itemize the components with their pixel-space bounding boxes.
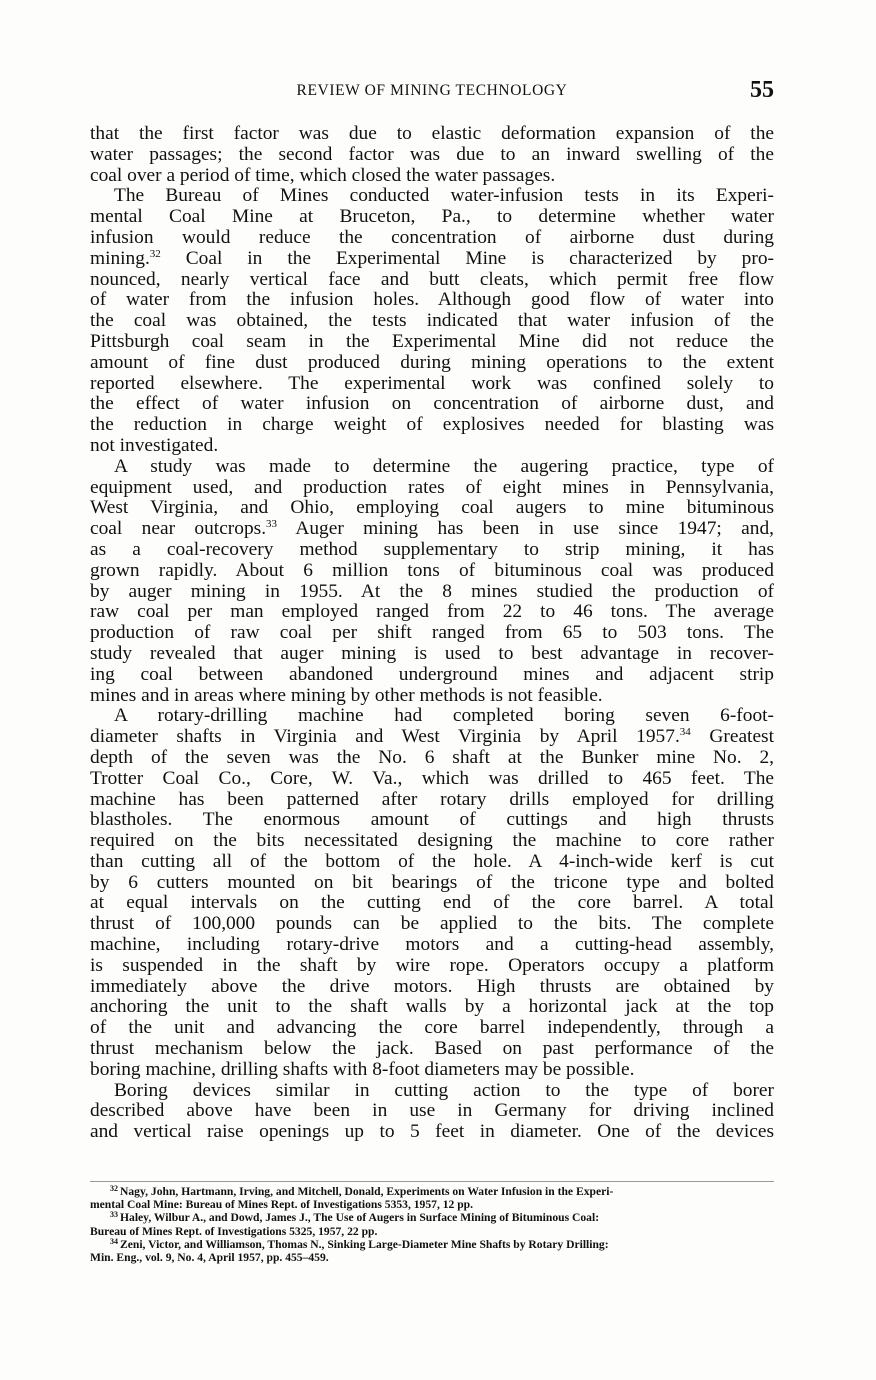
text-line: not investigated. (90, 434, 219, 456)
text-line: equipment used, and production rates of eight mines in Pennsylvania, (90, 476, 774, 498)
text-line: as a coal-recovery method supplementary to strip mining, it has (90, 538, 774, 560)
footnote-line: Min. Eng., vol. 9, No. 4, April 1957, pp. 455–459. (90, 1251, 329, 1265)
text-line: the reduction in charge weight of explosives needed for blasting was (90, 414, 774, 436)
footnote-line: Bureau of Mines Rept. of Investigations 5325, 1957, 22 pp. (90, 1224, 378, 1238)
text-line: reported elsewhere. The experimental work was confined solely to (90, 372, 774, 394)
footnote-mark: 34 (110, 1236, 118, 1246)
text-line: study revealed that auger mining is used to best advantage in recover- (90, 642, 774, 664)
text-line: depth of the seven was the No. 6 shaft at the Bunker mine No. 2, (90, 746, 774, 768)
page-number: 55 (750, 77, 774, 103)
text-line: The Bureau of Mines conducted water-infusion tests in its Experi- (114, 185, 774, 207)
text-line: infusion would reduce the concentration of airborne dust during (90, 226, 774, 248)
text-line: by auger mining in 1955. At the 8 mines studied the production of (90, 580, 774, 602)
text-line-with-footnote (90, 249, 774, 270)
text-line-with-footnote (90, 519, 774, 540)
text-line: water passages; the second factor was due to an inward swelling of the (90, 143, 774, 165)
text-line: A rotary-drilling machine had completed boring seven 6-foot- (114, 705, 774, 727)
footnote (90, 1238, 774, 1264)
footnote-ref: 32 (149, 247, 161, 260)
footnote-line (90, 1238, 774, 1251)
text-line: Trotter Coal Co., Core, W. Va., which was drilled to 465 feet. The (90, 767, 774, 789)
text-line: raw coal per man employed ranged from 22 to 46 tons. The average (90, 601, 774, 623)
text-line: ing coal between abandoned underground mines and adjacent strip (90, 663, 774, 685)
text-line: nounced, nearly vertical face and butt cleats, which permit free flow (90, 268, 774, 290)
text-line: of the unit and advancing the core barrel independently, through a (90, 1017, 774, 1039)
text-line: immediately above the drive motors. High thrusts are obtained by (90, 975, 774, 997)
text-line: amount of fine dust produced during mining operations to the extent (90, 351, 774, 373)
running-title: REVIEW OF MINING TECHNOLOGY (296, 82, 568, 99)
text-line: A study was made to determine the augering practice, type of (114, 455, 774, 477)
text-fragment: Greatest (690, 726, 774, 748)
footnote (90, 1185, 774, 1211)
text-fragment: mining. (90, 247, 150, 269)
text-line: than cutting all of the bottom of the hole. A 4-inch-wide kerf is cut (90, 850, 774, 872)
text-line: Pittsburgh coal seam in the Experimental Mine did not reduce the (90, 330, 774, 352)
paragraph (90, 186, 774, 456)
footnote-line (90, 1211, 774, 1224)
footnote-text: Haley, Wilbur A., and Dowd, James J., The Use of Augers in Surface Mining of Bituminous Coal: (120, 1211, 600, 1225)
text-fragment: coal near outcrops. (90, 518, 267, 540)
footnote-mark: 32 (110, 1184, 118, 1193)
text-line: grown rapidly. About 6 million tons of bituminous coal was produced (90, 559, 774, 581)
text-line: thrust of 100,000 pounds can be applied to the bits. The complete (90, 913, 774, 935)
text-line: mental Coal Mine at Bruceton, Pa., to determine whether water (90, 206, 774, 228)
text-line: the effect of water infusion on concentration of airborne dust, and (90, 393, 774, 415)
footnote-mark: 33 (110, 1210, 118, 1220)
footnote (90, 1211, 774, 1237)
footnote-ref: 33 (266, 518, 278, 531)
text-line: machine has been patterned after rotary drills employed for drilling (90, 788, 774, 810)
text-fragment: diameter shafts in Virginia and West Virginia by April 1957. (90, 726, 680, 748)
text-line: mines and in areas where mining by other methods is not feasible. (90, 684, 603, 706)
text-line: described above have been in use in Germany for driving inclined (90, 1100, 774, 1122)
footnotes (90, 1181, 774, 1264)
text-line-with-footnote (90, 727, 774, 748)
footnote-line (90, 1185, 774, 1198)
paragraph (90, 457, 774, 707)
text-line: Boring devices similar in cutting action to the type of borer (114, 1079, 774, 1101)
text-line: production of raw coal per shift ranged from 65 to 503 tons. The (90, 622, 774, 644)
footnote-text: Zeni, Victor, and Williamson, Thomas N., Sinking Large-Diameter Mine Shafts by Rotary Drilling: (120, 1237, 609, 1251)
page-header (90, 77, 774, 106)
text-line: required on the bits necessitated designing the machine to core rather (90, 830, 774, 852)
body-text (90, 124, 774, 1143)
footnote-ref: 34 (679, 726, 691, 739)
text-line: by 6 cutters mounted on bit bearings of the tricone type and bolted (90, 871, 774, 893)
text-line: West Virginia, and Ohio, employing coal augers to mine bituminous (90, 497, 774, 519)
footnote-text: Nagy, John, Hartmann, Irving, and Mitchell, Donald, Experiments on Water Infusion in the Experi- (120, 1185, 614, 1198)
text-line: the coal was obtained, the tests indicated that water infusion of the (90, 310, 774, 332)
text-line: and vertical raise openings up to 5 feet in diameter. One of the devices (90, 1121, 774, 1143)
paragraph (90, 124, 774, 186)
text-line: machine, including rotary-drive motors and a cutting-head assembly, (90, 934, 774, 956)
text-fragment: Auger mining has been in use since 1947; and, (277, 518, 774, 540)
text-line: blastholes. The enormous amount of cuttings and high thrusts (90, 809, 774, 831)
text-line: thrust mechanism below the jack. Based on past performance of the (90, 1038, 774, 1060)
text-line: of water from the infusion holes. Although good flow of water into (90, 289, 774, 311)
text-fragment: Coal in the Experimental Mine is characterized by pro- (160, 247, 774, 269)
text-line: boring machine, drilling shafts with 8-foot diameters may be possible. (90, 1058, 635, 1080)
text-line: that the first factor was due to elastic deformation expansion of the (90, 123, 774, 144)
paragraph (90, 706, 774, 1080)
text-line: anchoring the unit to the shaft walls by a horizontal jack at the top (90, 996, 774, 1018)
paragraph (90, 1081, 774, 1143)
text-line: coal over a period of time, which closed the water passages. (90, 164, 556, 186)
text-line: at equal intervals on the cutting end of the core barrel. A total (90, 892, 774, 914)
text-line: is suspended in the shaft by wire rope. Operators occupy a platform (90, 954, 774, 976)
footnote-line: mental Coal Mine: Bureau of Mines Rept. of Investigations 5353, 1957, 12 pp. (90, 1198, 474, 1212)
